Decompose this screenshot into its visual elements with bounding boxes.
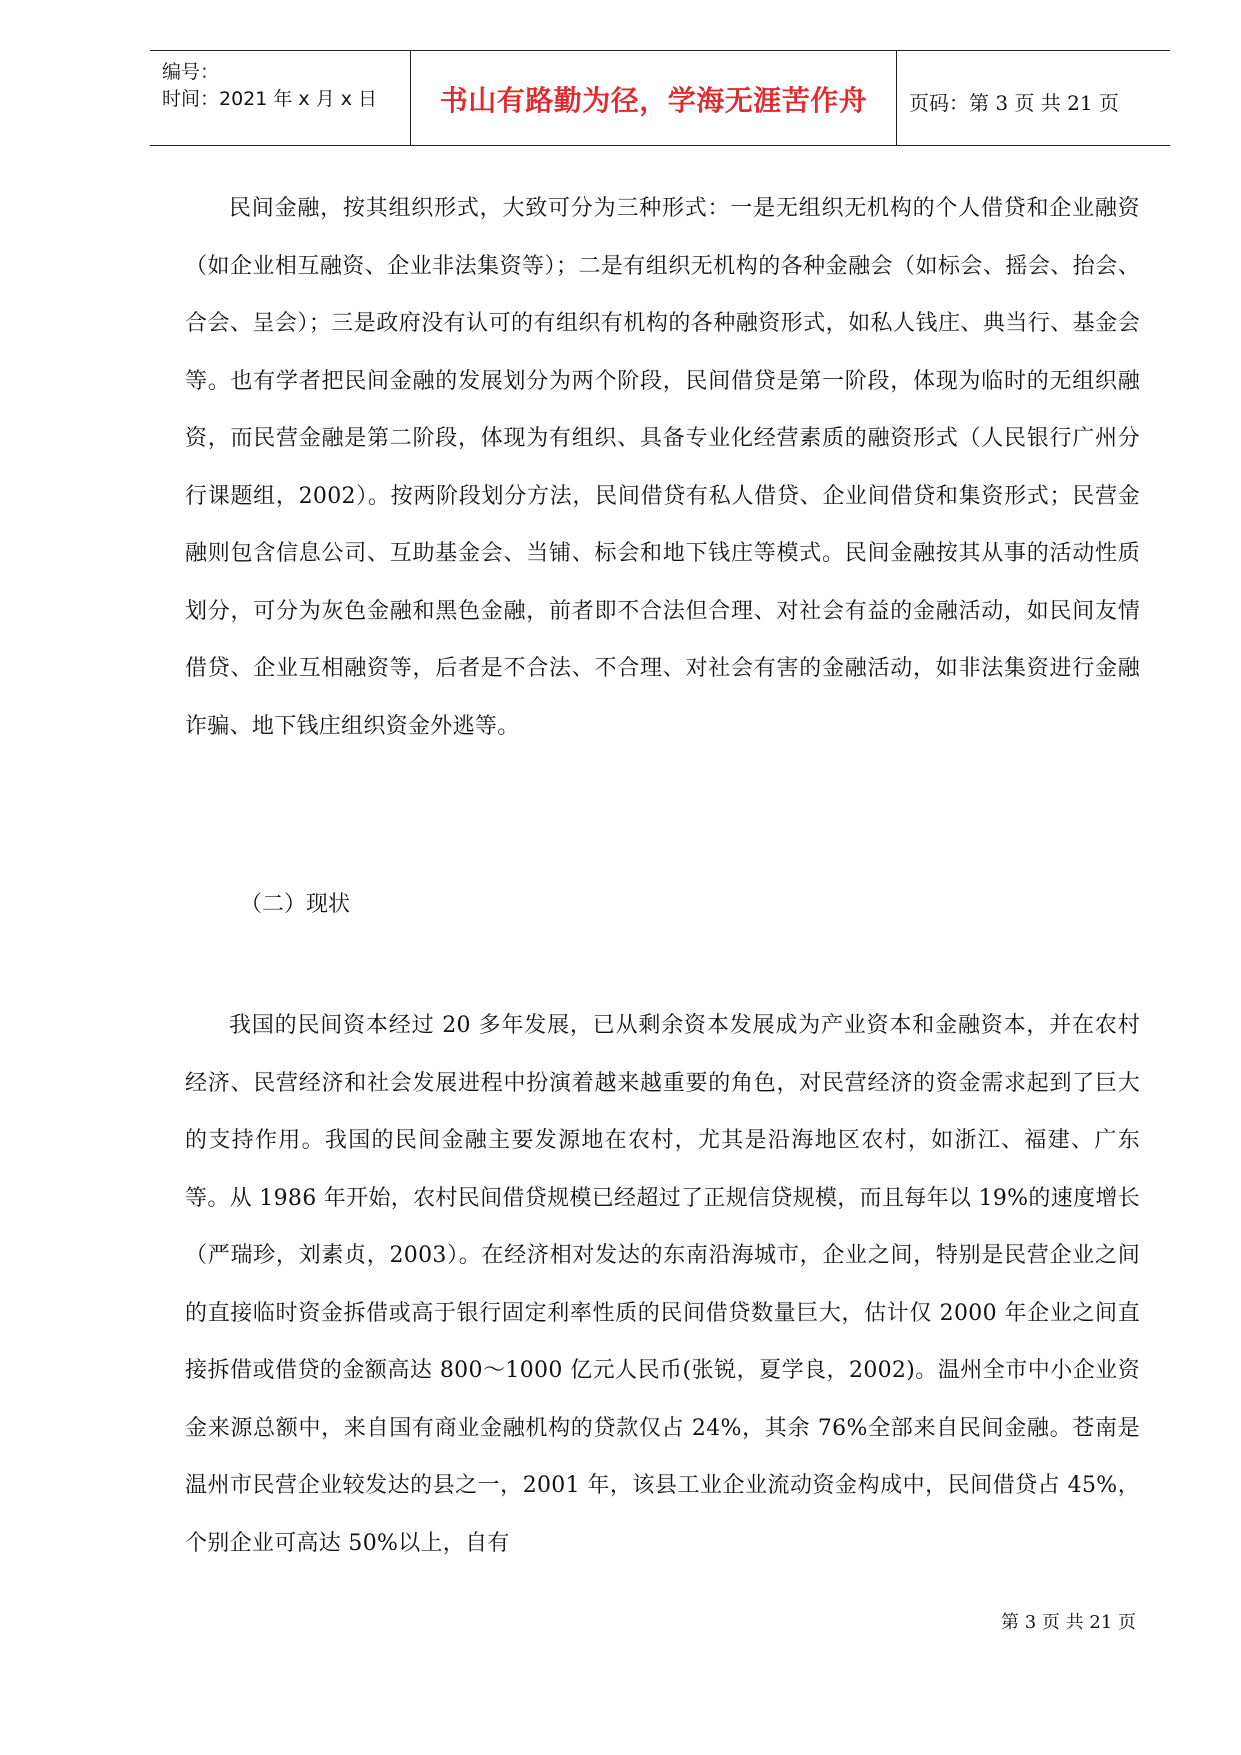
header-page-cell (897, 51, 1170, 145)
page-header (150, 50, 1170, 146)
body-paragraph-1: 民间金融，按其组织形式，大致可分为三种形式：一是无组织无机构的个人借贷和企业融资（如企业相互融资、企业非法集资等）；二是有组织无机构的各种金融会（如标会、摇会、抬会、合会、呈会）；三是政府没有认可的有组织有机构的各种融资形式，如私人钱庄、典当行、基金会等。也有学者把民间金融的发展划分为两个阶段，民间借贷是第一阶段，体现为临时的无组织融资，而民营金融是第二阶段，体现为有组织、具备专业化经营素质的融资形式（人民银行广州分行课题组，2002）。按两阶段划分方法，民间借贷有私人借贷、企业间借贷和集资形式；民营金融则包含信息公司、互助基金会、当铺、标会和地下钱庄等模式。民间金融按其从事的活动性质划分，可分为灰色金融和黑色金融，前者即不合法但合理、对社会有益的金融活动，如民间友情借贷、企业互相融资等，后者是不合法、不合理、对社会有害的金融活动，如非法集资进行金融诈骗、地下钱庄组织资金外逃等。 (185, 196, 1140, 739)
header-motto-cell (410, 51, 897, 145)
body-paragraph-1-wrap (185, 180, 1140, 755)
body-paragraph-2-wrap (185, 997, 1140, 1572)
document-time-label: 时间：2021 年 x 月 x 日 (162, 88, 378, 110)
header-meta-cell (150, 51, 410, 145)
section-heading: （二）现状 (240, 892, 351, 917)
header-motto: 书山有路勤为径，学海无涯苦作舟 (439, 84, 868, 117)
page-footer: 第 3 页 共 21 页 (1001, 1612, 1136, 1633)
header-page-number: 页码：第 3 页 共 21 页 (909, 91, 1119, 115)
body-paragraph-2: 我国的民间资本经过 20 多年发展，已从剩余资本发展成为产业资本和金融资本，并在农村经济、民营经济和社会发展进程中扮演着越来越重要的角色，对民营经济的资金需求起到了巨大的支持作用。我国的民间金融主要发源地在农村，尤其是沿海地区农村，如浙江、福建、广东等。从 1986 年开始，农村民间借贷规模已经超过了正规信贷规模，而且每年以 19%的速度增长（严瑞珍，刘素贞，2003）。在经济相对发达的东南沿海城市，企业之间，特别是民营企业之间的直接临时资金拆借或高于银行固定利率性质的民间借贷数量巨大，估计仅 2000 年企业之间直接拆借或借贷的金额高达 800～1000 亿元人民币(张锐，夏学良，2002)。温州全市中小企业资金来源总额中，来自国有商业金融机构的贷款仅占 24%，其余 76%全部来自民间金融。苍南是温州市民营企业较发达的县之一，2001 年，该县工业企业流动资金构成中，民间借贷占 45%，个别企业可高达 50%以上，自有 (185, 1013, 1140, 1556)
document-number-label: 编号： (162, 61, 220, 83)
